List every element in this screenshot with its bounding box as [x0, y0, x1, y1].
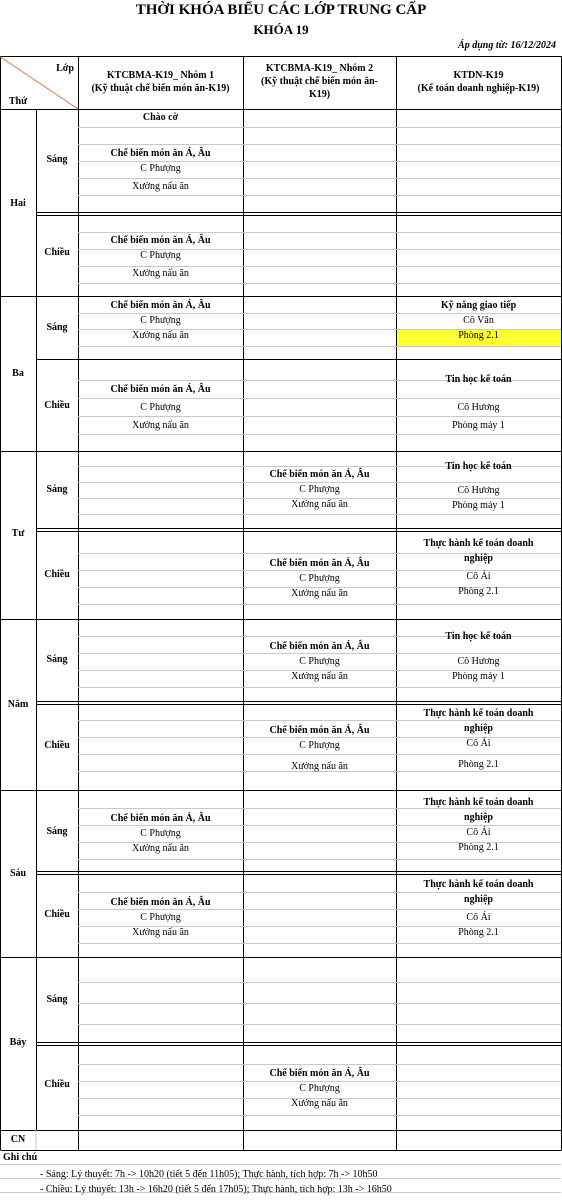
day-bay: Bảy — [9, 1037, 27, 1048]
subject-label: Chế biến món ăn Á, Âu — [110, 235, 211, 246]
session-tu-chieu: Chiều — [44, 569, 70, 580]
notes-label: Ghi chú — [3, 1152, 38, 1163]
subject-label: Chế biến món ăn Á, Âu — [269, 725, 370, 736]
page-title: THỜI KHÓA BIỂU CÁC LỚP TRUNG CẤP — [135, 2, 427, 18]
room-label: Phòng máy 1 — [452, 671, 505, 682]
room-label: Phòng 2.1 — [458, 842, 499, 853]
cell-nam-chieu-c3 — [396, 706, 561, 772]
session-sau-chieu: Chiều — [44, 909, 70, 920]
session-hai-chieu: Chiều — [44, 247, 70, 258]
class-1-name: (Kỹ thuật chế biến món ăn-K19) — [91, 83, 230, 94]
session-nam-sang: Sáng — [46, 654, 68, 665]
class-1-code: KTCBMA-K19_ Nhóm 1 — [106, 70, 215, 81]
room-label: Phòng 2.1 — [458, 927, 499, 938]
teacher-label: C Phượng — [140, 912, 181, 923]
teacher-label: Cô Ái — [466, 827, 491, 838]
cell-tu-sang-c2 — [243, 467, 396, 512]
day-nam: Năm — [7, 699, 29, 710]
cell-nam-sang-c2 — [243, 639, 396, 684]
cell-bay-chieu-c2 — [243, 1066, 396, 1111]
page-subtitle: KHÓA 19 — [253, 22, 309, 37]
header-class-3 — [396, 69, 561, 95]
class-2-name-cont: K19) — [308, 89, 331, 100]
cell-ba-sang-c1 — [78, 298, 243, 343]
room-label: Xưởng nấu ăn — [291, 1098, 348, 1109]
session-ba-chieu: Chiều — [44, 400, 70, 411]
header-class-1 — [78, 69, 243, 95]
subject-label: Chế biến món ăn Á, Âu — [269, 469, 370, 480]
subject-label-cont: nghiệp — [464, 894, 493, 905]
cell-sau-sang-c1 — [78, 811, 243, 856]
teacher-label: Cô Hương — [457, 656, 500, 667]
subject-label-cont: nghiệp — [464, 812, 493, 823]
room-label: Xưởng nấu ăn — [291, 671, 348, 682]
subject-label: Kỹ năng giao tiếp — [440, 300, 517, 311]
room-label: Phòng máy 1 — [452, 500, 505, 511]
room-label: Xưởng nấu ăn — [132, 181, 189, 192]
session-hai-sang: Sáng — [46, 154, 68, 165]
subject-label: Chế biến món ăn Á, Âu — [110, 300, 211, 311]
room-label: Xưởng nấu ăn — [291, 588, 348, 599]
teacher-label: C Phượng — [140, 402, 181, 413]
subject-label: Chế biến món ăn Á, Âu — [110, 813, 211, 824]
notes-line-morning: - Sáng: Lý thuyết: 7h -> 10h20 (tiết 5 đến 11h05); Thực hành, tích hợp: 7h -> 10h50 — [40, 1169, 378, 1180]
cell-ba-chieu-c3 — [396, 372, 561, 433]
header-class-2 — [243, 62, 396, 101]
room-label: Xưởng nấu ăn — [132, 927, 189, 938]
class-3-name: (Kế toán doanh nghiệp-K19) — [417, 83, 540, 94]
subject-label: Chế biến món ăn Á, Âu — [269, 1068, 370, 1079]
teacher-label: C Phượng — [299, 1083, 340, 1094]
room-label: Xưởng nấu ăn — [132, 843, 189, 854]
session-bay-sang: Sáng — [46, 994, 68, 1005]
session-bay-chieu: Chiều — [44, 1079, 70, 1090]
cell-hai-sang-c1 — [78, 110, 243, 125]
teacher-label: C Phượng — [299, 484, 340, 495]
day-cn: CN — [10, 1134, 26, 1145]
cell-hai-sang-c1-subject — [78, 146, 243, 194]
room-label: Xưởng nấu ăn — [291, 499, 348, 510]
header-lop: Lớp — [56, 63, 74, 74]
notes-line-afternoon: - Chiều: Lý thuyết: 13h -> 16h20 (tiết 5 đến 17h05); Thực hành, tích hợp: 13h -> 16h50 — [40, 1184, 392, 1195]
subject-label: Chế biến món ăn Á, Âu — [269, 558, 370, 569]
teacher-label: C Phượng — [140, 828, 181, 839]
room-label: Phòng 2.1 — [458, 330, 499, 341]
cell-tu-chieu-c2 — [243, 556, 396, 601]
cell-nam-sang-c3 — [396, 629, 561, 684]
teacher-label: C Phượng — [140, 163, 181, 174]
day-hai: Hai — [10, 198, 26, 209]
cell-hai-chieu-c1 — [78, 233, 243, 281]
teacher-label: Cô Hương — [457, 485, 500, 496]
teacher-label: C Phượng — [299, 573, 340, 584]
teacher-label: C Phượng — [140, 315, 181, 326]
teacher-label: Cô Ái — [466, 738, 491, 749]
day-ba: Ba — [12, 368, 24, 379]
cell-ba-chieu-c1 — [78, 382, 243, 433]
room-label: Xưởng nấu ăn — [132, 420, 189, 431]
teacher-label: Cô Hương — [457, 402, 500, 413]
subject-label: Chế biến món ăn Á, Âu — [110, 384, 211, 395]
room-label: Phòng 2.1 — [458, 586, 499, 597]
cell-tu-chieu-c3 — [396, 536, 561, 599]
cell-sau-chieu-c1 — [78, 895, 243, 940]
subject-label: Thực hành kế toán doanh — [423, 538, 534, 549]
subject-label: Tin học kế toán — [445, 374, 512, 385]
room-label: Xưởng nấu ăn — [132, 330, 189, 341]
subject-label: Chế biến món ăn Á, Âu — [269, 641, 370, 652]
class-3-code: KTDN-K19 — [453, 70, 504, 81]
class-2-name: (Kỹ thuật chế biến món ăn- — [261, 76, 378, 87]
cell-nam-chieu-c2 — [243, 723, 396, 774]
subject-label: Tin học kế toán — [445, 631, 512, 642]
subject-label: Thực hành kế toán doanh — [423, 879, 534, 890]
cell-sau-chieu-c3 — [396, 877, 561, 940]
subject-label-cont: nghiệp — [464, 553, 493, 564]
session-nam-chieu: Chiều — [44, 740, 70, 751]
header-thu: Thứ — [8, 96, 28, 107]
teacher-label: Cô Ái — [466, 571, 491, 582]
teacher-label: C Phượng — [299, 740, 340, 751]
teacher-label: C Phượng — [299, 656, 340, 667]
subject-label-cont: nghiệp — [464, 723, 493, 734]
teacher-label: Cô Ái — [466, 912, 491, 923]
cell-tu-sang-c3 — [396, 459, 561, 513]
room-label: Xưởng nấu ăn — [132, 268, 189, 279]
session-sau-sang: Sáng — [46, 826, 68, 837]
teacher-label: C Phượng — [140, 250, 181, 261]
applied-date: Áp dụng từ: 16/12/2024 — [458, 40, 556, 51]
subject-label: Chế biến món ăn Á, Âu — [110, 897, 211, 908]
subject-label: Chế biến món ăn Á, Âu — [110, 148, 211, 159]
day-sau: Sáu — [9, 868, 27, 879]
teacher-label: Cô Vân — [463, 315, 494, 326]
session-tu-sang: Sáng — [46, 484, 68, 495]
subject-label: Tin học kế toán — [445, 461, 512, 472]
session-ba-sang: Sáng — [46, 322, 68, 333]
subject-label: Thực hành kế toán doanh — [423, 708, 534, 719]
class-2-code: KTCBMA-K19_ Nhóm 2 — [265, 63, 374, 74]
room-label: Phòng 2.1 — [458, 759, 499, 770]
cell-ba-sang-c3 — [396, 298, 561, 343]
room-label: Xưởng nấu ăn — [291, 761, 348, 772]
subject-label: Chào cờ — [142, 112, 179, 123]
cell-sau-sang-c3 — [396, 795, 561, 855]
day-tu: Tư — [11, 528, 25, 539]
subject-label: Thực hành kế toán doanh — [423, 797, 534, 808]
room-label: Phòng máy 1 — [452, 420, 505, 431]
